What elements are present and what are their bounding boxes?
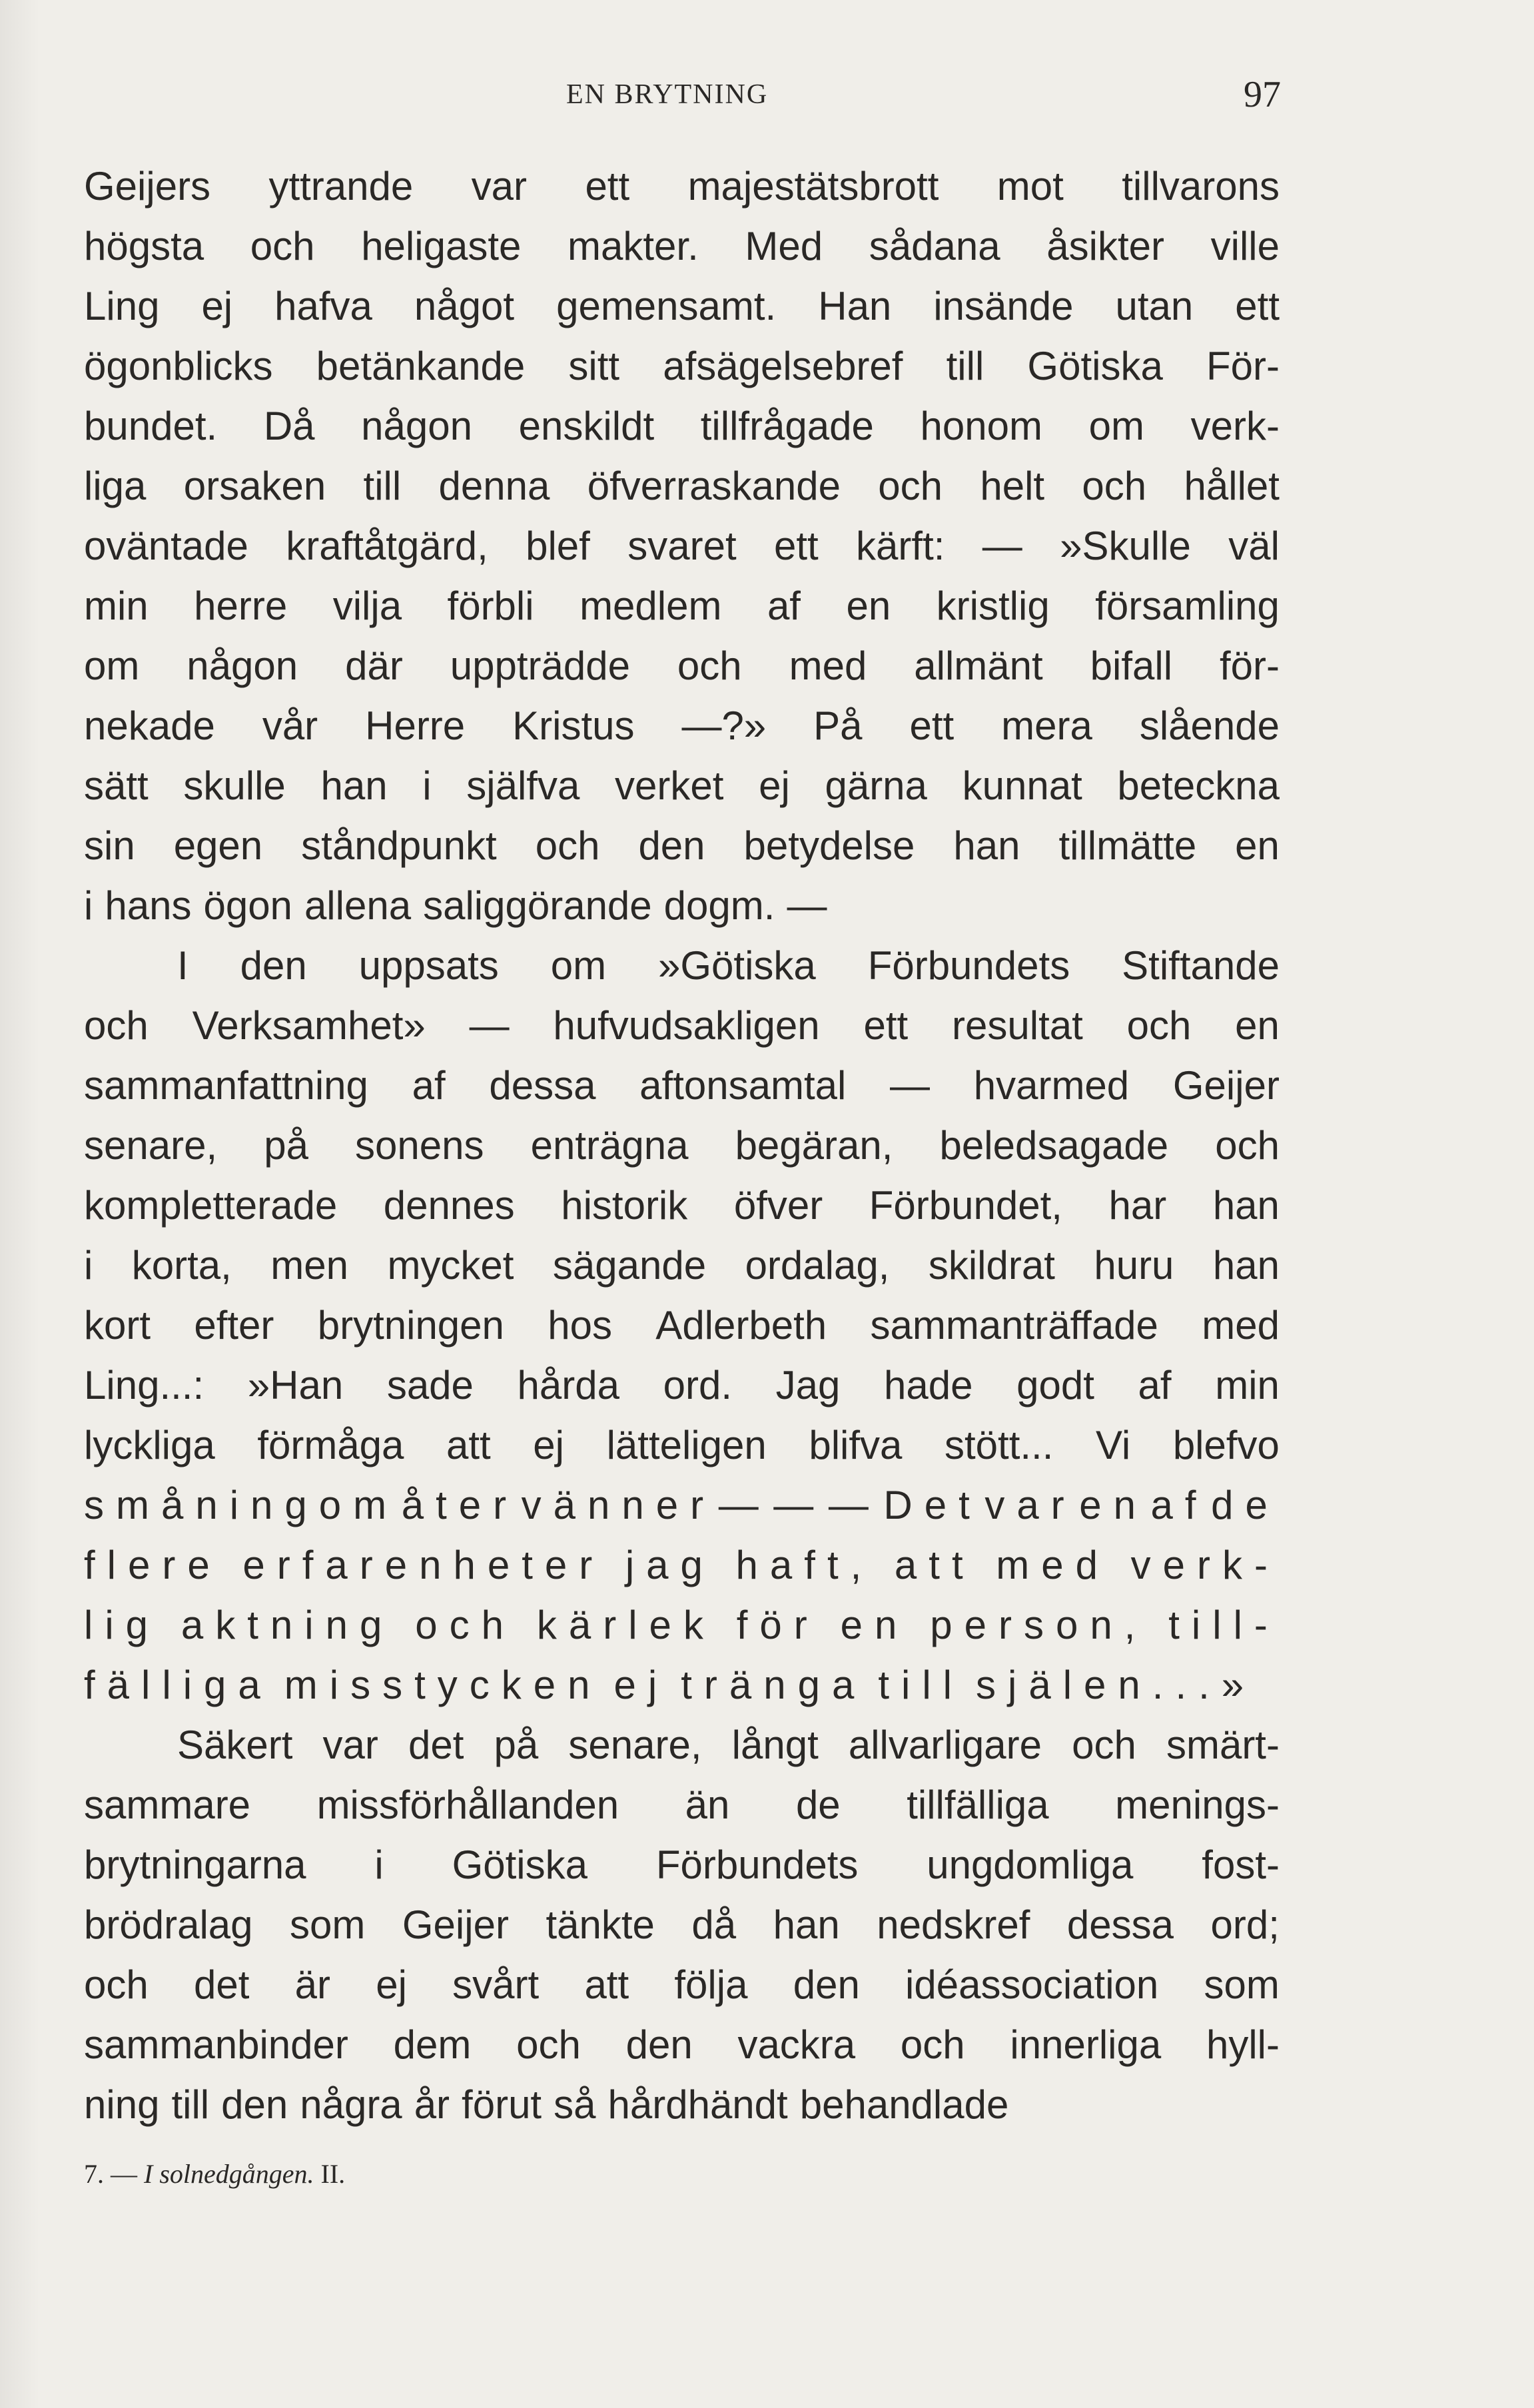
- text-line: sätt skulle han i själfva verket ej gärna kunnat beteckna: [84, 763, 1280, 808]
- page-number: 97: [1244, 74, 1281, 115]
- text-line: ning till den några år förut så hårdhändt behandlade: [84, 2082, 1009, 2127]
- text-line: högsta och heligaste makter. Med sådana åsikter ville: [84, 224, 1280, 268]
- text-line: nekade vår Herre Kristus —?» På ett mera slående: [84, 703, 1280, 748]
- page-header: [0, 74, 1534, 119]
- text-line: och Verksamhet» — hufvudsakligen ett resultat och en: [84, 1003, 1280, 1048]
- text-line: sin egen ståndpunkt och den betydelse han tillmätte en: [84, 823, 1280, 868]
- text-line: liga orsaken till denna öfverraskande och helt och hållet: [84, 464, 1280, 508]
- text-line: min herre vilja förbli medlem af en kristlig församling: [84, 584, 1280, 628]
- text-line: sammanfattning af dessa aftonsamtal — hvarmed Geijer: [84, 1063, 1280, 1108]
- text-line: lig aktning och kärlek för en person, till-: [84, 1603, 1280, 1647]
- text-line: brödralag som Geijer tänkte då han nedskref dessa ord;: [84, 1902, 1280, 1947]
- running-title: EN BRYTNING: [566, 79, 769, 110]
- book-title: I solnedgången.: [144, 2159, 314, 2189]
- text-line: brytningarna i Götiska Förbundets ungdomliga fost-: [84, 1842, 1280, 1887]
- text-line: bundet. Då någon enskildt tillfrågade honom om verk-: [84, 404, 1280, 448]
- text-line: Geijers yttrande var ett majestätsbrott mot tillvarons: [84, 164, 1280, 208]
- text-line: i korta, men mycket sägande ordalag, skildrat huru han: [84, 1243, 1280, 1288]
- text-line: senare, på sonens enträgna begäran, beledsagade och: [84, 1123, 1280, 1168]
- text-line: oväntade kraftåtgärd, blef svaret ett kärft: — »Skulle väl: [84, 524, 1280, 568]
- text-line: lyckliga förmåga att ej lätteligen blifva stött... Vi blefvo: [84, 1423, 1280, 1467]
- text-line: Säkert var det på senare, långt allvarligare och smärt-: [177, 1723, 1280, 1767]
- text-line: Ling...: »Han sade hårda ord. Jag hade godt af min: [84, 1363, 1280, 1407]
- text-line: Ling ej hafva något gemensamt. Han insände utan ett: [84, 284, 1280, 328]
- text-line: I den uppsats om »Götiska Förbundets Stiftande: [177, 943, 1280, 988]
- signature-mark: 7. —: [84, 2159, 137, 2189]
- paragraph: [84, 157, 1280, 936]
- text-line: i hans ögon allena saliggörande dogm. —: [84, 883, 827, 928]
- text-line: ögonblicks betänkande sitt afsägelsebref till Götiska För-: [84, 344, 1280, 388]
- text-line: kort efter brytningen hos Adlerbeth sammanträffade med: [84, 1303, 1280, 1348]
- text-line: småningom åter vänner — — — Det var en af de: [84, 1483, 1280, 1527]
- volume-number: II.: [320, 2159, 346, 2189]
- body-text: [84, 157, 1280, 2135]
- text-line: kompletterade dennes historik öfver Förbundet, har han: [84, 1183, 1280, 1228]
- text-line: flere erfarenheter jag haft, att med verk-: [84, 1543, 1280, 1587]
- text-line: sammare missförhållanden än de tillfälliga menings-: [84, 1783, 1280, 1827]
- text-line: om någon där uppträdde och med allmänt bifall för-: [84, 643, 1280, 688]
- text-line: och det är ej svårt att följa den idéassociation som: [84, 1962, 1280, 2007]
- paragraph: [84, 1715, 1280, 2135]
- page-footer: [84, 2158, 345, 2190]
- paragraph: [84, 936, 1280, 1715]
- text-line: sammanbinder dem och den vackra och innerliga hyll-: [84, 2022, 1280, 2067]
- text-line: fälliga misstycken ej tränga till själen...»: [84, 1663, 1256, 1707]
